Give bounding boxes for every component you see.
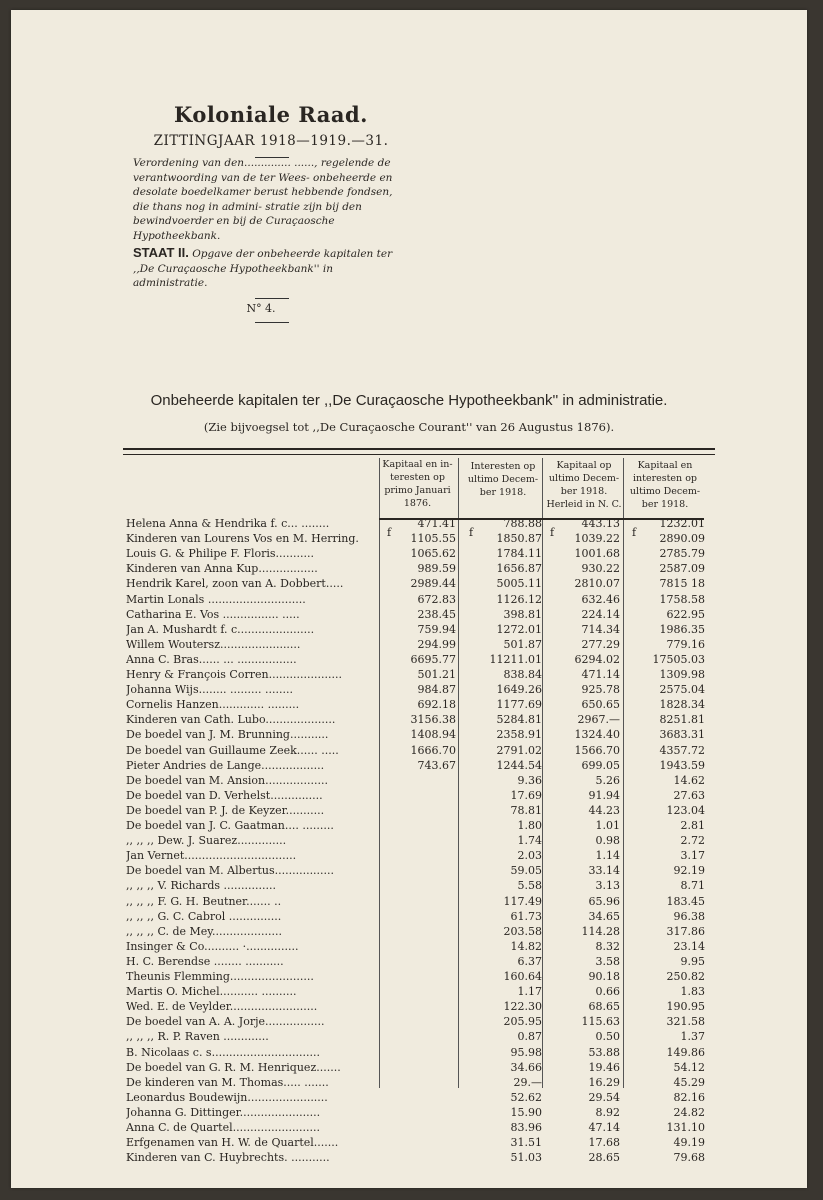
capital-1876: 989.59 <box>417 562 456 576</box>
capital-1876: 471.41 <box>417 517 456 530</box>
capital-1876: 1105.55 <box>410 532 456 546</box>
total-1918: 321.58 <box>666 1015 705 1029</box>
total-1918: 14.62 <box>673 773 705 787</box>
currency-symbol: f <box>632 526 637 539</box>
row-name: Cornelis Hanzen............. ......... <box>126 698 300 712</box>
table-row <box>11 1120 807 1135</box>
row-name: Wed. E. de Veylder......................... <box>126 1000 318 1014</box>
currency-symbol: f <box>469 526 474 539</box>
row-name: De boedel van D. Verhelst............... <box>126 788 323 802</box>
row-name: Hendrik Karel, zoon van A. Dobbert..... <box>126 577 344 591</box>
capital-1876: 501.21 <box>417 668 456 681</box>
table-row <box>11 576 807 591</box>
total-1918: 7815 18 <box>659 577 705 591</box>
capital-1918-nc: 114.28 <box>581 924 620 938</box>
table-row <box>11 818 807 833</box>
capital-1918-nc: 443.13 <box>581 517 620 530</box>
total-1918: 131.10 <box>666 1121 705 1134</box>
row-name: Erfgenamen van H. W. de Quartel....... <box>126 1136 339 1150</box>
table-subheading: (Zie bijvoegsel tot ,,De Curaçaosche Courant'' van 26 Augustus 1876). <box>203 420 615 434</box>
row-name: Anna C. Bras...... ... ................. <box>126 652 297 666</box>
interest-1918: 1656.87 <box>496 562 542 576</box>
row-name: Louis G. & Philipe F. Floris........... <box>126 547 315 561</box>
interest-1918: 5.58 <box>517 879 542 893</box>
table-row <box>11 984 807 999</box>
capital-1876: 294.99 <box>417 637 456 651</box>
ordinance-intro: Verordening van den.............. ......, regelende de verantwoording van de ter Wees- onbeheerde en desolate boedelkamer berust hebbende fondsen, die thans nog in admini- stratie zijn bij den bewindvoerder en bij de Curaçaosche Hypotheekbank. <box>133 157 393 242</box>
capital-1918-nc: 699.05 <box>581 758 620 772</box>
capital-1918-nc: 68.65 <box>588 1000 620 1014</box>
total-1918: 2575.04 <box>659 683 705 697</box>
row-name: Johanna G. Dittinger....................... <box>126 1105 321 1119</box>
row-name: Helena Anna & Hendrika f. c... ........ <box>126 517 330 530</box>
capital-1876: 6695.77 <box>410 652 456 666</box>
total-1918: 24.82 <box>673 1105 705 1119</box>
interest-1918: 203.58 <box>503 924 542 938</box>
capital-1918-nc: 53.88 <box>588 1045 620 1059</box>
capital-1918-nc: 19.46 <box>588 1060 620 1074</box>
table-row <box>11 758 807 773</box>
capital-1918-nc: 34.65 <box>588 909 620 923</box>
capital-1918-nc: 1039.22 <box>574 532 620 546</box>
table-row <box>11 878 807 893</box>
row-name: De boedel van J. M. Brunning........... <box>126 728 329 742</box>
capital-1918-nc: 44.23 <box>588 803 620 817</box>
row-name: Kinderen van Lourens Vos en M. Herring. <box>126 532 359 546</box>
total-1918: 2890.09 <box>659 532 705 546</box>
capital-1918-nc: 16.29 <box>588 1075 620 1089</box>
interest-1918: 1.80 <box>517 819 542 832</box>
interest-1918: 1.17 <box>517 985 542 999</box>
interest-1918: 1272.01 <box>496 622 542 636</box>
capital-1918-nc: 2967.— <box>577 713 620 727</box>
table-row <box>11 954 807 969</box>
row-name: B. Nicolaas c. s............................... <box>126 1045 320 1059</box>
row-name: Jan A. Mushardt f. c...................... <box>126 622 315 636</box>
row-name: De boedel van G. R. M. Henriquez....... <box>126 1060 341 1074</box>
table-row <box>11 1029 807 1044</box>
interest-1918: 1.74 <box>517 834 542 848</box>
capital-1918-nc: 650.65 <box>581 698 620 712</box>
column-header-1: Kapitaal en in- teresten op primo Januari 1876. <box>382 459 453 509</box>
capital-1918-nc: 0.66 <box>595 985 620 999</box>
table-row <box>11 516 807 531</box>
capital-1918-nc: 90.18 <box>588 970 620 983</box>
interest-1918: 398.81 <box>503 607 542 621</box>
capital-1918-nc: 714.34 <box>581 622 620 636</box>
total-1918: 27.63 <box>673 788 705 802</box>
total-1918: 1309.98 <box>659 668 705 681</box>
staat-description <box>133 246 395 291</box>
table-row <box>11 743 807 758</box>
row-name: Catharina E. Vos ................ ..... <box>126 607 300 621</box>
table-row <box>11 1060 807 1075</box>
capital-1918-nc: 17.68 <box>588 1136 620 1150</box>
total-1918: 622.95 <box>666 607 705 621</box>
capital-1876: 2989.44 <box>410 577 456 591</box>
interest-1918: 59.05 <box>510 864 542 878</box>
row-name: Leonardus Boudewijn....................... <box>126 1090 328 1104</box>
capital-1876: 743.67 <box>417 758 456 772</box>
table-row <box>11 894 807 909</box>
table-top-rule <box>123 448 715 455</box>
total-1918: 9.95 <box>680 954 705 968</box>
table-row <box>11 969 807 984</box>
capital-1918-nc: 65.96 <box>588 894 620 908</box>
currency-symbol: f <box>550 526 555 539</box>
table-row <box>11 652 807 667</box>
table-row <box>11 637 807 652</box>
interest-1918: 205.95 <box>503 1015 542 1029</box>
interest-1918: 29.— <box>513 1075 542 1089</box>
table-row <box>11 1090 807 1105</box>
currency-symbol: f <box>387 526 392 539</box>
total-1918: 190.95 <box>666 1000 705 1014</box>
interest-1918: 1850.87 <box>496 532 542 546</box>
row-name: ,, ,, ,, G. C. Cabrol ............... <box>126 909 282 923</box>
interest-1918: 1649.26 <box>496 683 542 697</box>
row-name: ,, ,, ,, R. P. Raven ............. <box>126 1030 269 1044</box>
document-number: N° 4. <box>246 302 276 315</box>
capital-1918-nc: 471.14 <box>581 668 620 681</box>
interest-1918: 2.03 <box>517 849 542 863</box>
total-1918: 2.72 <box>680 834 705 848</box>
row-name: Johanna Wijs........ ......... ........ <box>126 683 293 697</box>
capital-1876: 1408.94 <box>410 728 456 742</box>
capital-1918-nc: 1324.40 <box>574 728 620 742</box>
total-1918: 1986.35 <box>659 622 705 636</box>
interest-1918: 1784.11 <box>496 547 542 561</box>
table-row <box>11 667 807 682</box>
interest-1918: 83.96 <box>510 1121 542 1134</box>
table-row <box>11 1105 807 1120</box>
row-name: ,, ,, ,, Dew. J. Suarez.............. <box>126 834 287 848</box>
interest-1918: 34.66 <box>510 1060 542 1074</box>
capital-1918-nc: 1.01 <box>595 819 620 832</box>
row-name: De boedel van P. J. de Keyzer........... <box>126 803 325 817</box>
capital-1876: 3156.38 <box>410 713 456 727</box>
row-name: De boedel van M. Albertus................. <box>126 864 335 878</box>
capital-1918-nc: 8.92 <box>595 1105 620 1119</box>
interest-1918: 52.62 <box>510 1090 542 1104</box>
interest-1918: 1244.54 <box>496 758 542 772</box>
table-row <box>11 939 807 954</box>
capital-1876: 1666.70 <box>410 743 456 757</box>
capital-1918-nc: 277.29 <box>581 637 620 651</box>
interest-1918: 51.03 <box>510 1151 542 1165</box>
total-1918: 1232.01 <box>659 517 705 530</box>
interest-1918: 6.37 <box>517 954 542 968</box>
interest-1918: 501.87 <box>503 637 542 651</box>
total-1918: 79.68 <box>673 1151 705 1165</box>
total-1918: 779.16 <box>666 637 705 651</box>
interest-1918: 2358.91 <box>496 728 542 742</box>
table-row <box>11 803 807 818</box>
total-1918: 1758.58 <box>659 592 705 606</box>
table-row <box>11 682 807 697</box>
document-page <box>11 10 807 1188</box>
interest-1918: 14.82 <box>510 939 542 953</box>
table-row <box>11 1150 807 1165</box>
table-row <box>11 848 807 863</box>
table-row <box>11 546 807 561</box>
capital-1918-nc: 28.65 <box>588 1151 620 1165</box>
table-row <box>11 622 807 637</box>
capital-1918-nc: 3.13 <box>595 879 620 893</box>
staat-label: STAAT II. <box>133 245 189 260</box>
row-name: Insinger & Co.......... ·............... <box>126 939 299 953</box>
total-1918: 92.19 <box>673 864 705 878</box>
table-row <box>11 909 807 924</box>
total-1918: 45.29 <box>673 1075 705 1089</box>
capital-1918-nc: 3.58 <box>595 954 620 968</box>
capital-1918-nc: 2810.07 <box>574 577 620 591</box>
total-1918: 183.45 <box>666 894 705 908</box>
interest-1918: 122.30 <box>503 1000 542 1014</box>
interest-1918: 95.98 <box>510 1045 542 1059</box>
capital-1918-nc: 1566.70 <box>574 743 620 757</box>
interest-1918: 1126.12 <box>496 592 542 606</box>
capital-1918-nc: 115.63 <box>581 1015 620 1029</box>
interest-1918: 9.36 <box>517 773 542 787</box>
table-row <box>11 712 807 727</box>
interest-1918: 15.90 <box>510 1105 542 1119</box>
total-1918: 8251.81 <box>659 713 705 727</box>
capital-1918-nc: 632.46 <box>581 592 620 606</box>
column-header-4: Kapitaal en interesten op ultimo Decem- ber 1918. <box>629 460 701 510</box>
interest-1918: 5284.81 <box>496 713 542 727</box>
row-name: Martin Lonals ............................ <box>126 592 306 606</box>
table-row <box>11 561 807 576</box>
capital-1918-nc: 224.14 <box>581 607 620 621</box>
interest-1918: 838.84 <box>503 668 542 681</box>
table-row <box>11 999 807 1014</box>
capital-1876: 672.83 <box>417 592 456 606</box>
total-1918: 1828.34 <box>659 698 705 712</box>
interest-1918: 117.49 <box>503 894 542 908</box>
total-1918: 1943.59 <box>659 758 705 772</box>
capital-1918-nc: 930.22 <box>581 562 620 576</box>
row-name: Henry & François Corren..................... <box>126 668 342 681</box>
interest-1918: 31.51 <box>510 1136 542 1150</box>
interest-1918: 11211.01 <box>489 652 542 666</box>
row-name: ,, ,, ,, V. Richards ............... <box>126 879 276 893</box>
column-header-3: Kapitaal op ultimo Decem- ber 1918. Herleid in N. C. <box>546 460 622 510</box>
row-name: De boedel van M. Ansion.................. <box>126 773 329 787</box>
capital-1918-nc: 0.50 <box>595 1030 620 1044</box>
row-name: Pieter Andries de Lange.................. <box>126 758 325 772</box>
capital-1876: 238.45 <box>417 607 456 621</box>
interest-1918: 78.81 <box>510 803 542 817</box>
row-name: ,, ,, ,, C. de Mey.................... <box>126 924 282 938</box>
session-line: ZITTINGJAAR 1918—1919.—31. <box>153 133 389 149</box>
capital-1876: 984.87 <box>417 683 456 697</box>
capital-1918-nc: 925.78 <box>581 683 620 697</box>
row-name: H. C. Berendse ........ ........... <box>126 954 284 968</box>
row-name: ,, ,, ,, F. G. H. Beutner....... .. <box>126 894 282 908</box>
total-1918: 8.71 <box>680 879 705 893</box>
document-title: Koloniale Raad. <box>174 102 368 127</box>
table-row <box>11 607 807 622</box>
total-1918: 3683.31 <box>659 728 705 742</box>
capital-1918-nc: 29.54 <box>588 1090 620 1104</box>
capital-1918-nc: 91.94 <box>588 788 620 802</box>
table-row <box>11 1075 807 1090</box>
total-1918: 1.37 <box>680 1030 705 1044</box>
capital-1918-nc: 1001.68 <box>574 547 620 561</box>
row-name: De boedel van A. A. Jorje................. <box>126 1015 325 1029</box>
row-name: Theunis Flemming........................ <box>126 970 314 983</box>
total-1918: 2785.79 <box>659 547 705 561</box>
row-name: Anna C. de Quartel......................... <box>126 1121 321 1134</box>
total-1918: 1.83 <box>680 985 705 999</box>
divider <box>255 322 289 323</box>
table-row <box>11 531 807 546</box>
table-row <box>11 697 807 712</box>
table-row <box>11 1135 807 1150</box>
table-heading: Onbeheerde kapitalen ter ,,De Curaçaosche Hypotheekbank'' in administratie. <box>150 392 668 409</box>
interest-1918: 61.73 <box>510 909 542 923</box>
total-1918: 317.86 <box>666 924 705 938</box>
total-1918: 54.12 <box>673 1060 705 1074</box>
interest-1918: 5005.11 <box>496 577 542 591</box>
total-1918: 3.17 <box>680 849 705 863</box>
row-name: Willem Woutersz....................... <box>126 637 301 651</box>
capital-1918-nc: 5.26 <box>595 773 620 787</box>
total-1918: 82.16 <box>673 1090 705 1104</box>
capital-1918-nc: 0.98 <box>595 834 620 848</box>
capital-1918-nc: 1.14 <box>595 849 620 863</box>
table-row <box>11 863 807 878</box>
row-name: De boedel van Guillaume Zeek...... ..... <box>126 743 339 757</box>
row-name: Martis O. Michel........... .......... <box>126 985 297 999</box>
table-row <box>11 833 807 848</box>
capital-1918-nc: 47.14 <box>588 1121 620 1134</box>
total-1918: 250.82 <box>666 970 705 983</box>
total-1918: 49.19 <box>673 1136 705 1150</box>
total-1918: 2587.09 <box>659 562 705 576</box>
table-row <box>11 788 807 803</box>
capital-1918-nc: 33.14 <box>588 864 620 878</box>
table-row <box>11 1014 807 1029</box>
interest-1918: 17.69 <box>510 788 542 802</box>
row-name: Kinderen van Cath. Lubo.................... <box>126 713 336 727</box>
total-1918: 149.86 <box>666 1045 705 1059</box>
capital-1876: 692.18 <box>417 698 456 712</box>
capital-1918-nc: 8.32 <box>595 939 620 953</box>
total-1918: 96.38 <box>673 909 705 923</box>
interest-1918: 1177.69 <box>496 698 542 712</box>
table-row <box>11 773 807 788</box>
capital-1876: 1065.62 <box>410 547 456 561</box>
table-row <box>11 592 807 607</box>
column-header-2: Interesten op ultimo Decem- ber 1918. <box>467 461 539 498</box>
row-name: Kinderen van C. Huybrechts. ........... <box>126 1151 330 1165</box>
total-1918: 123.04 <box>666 803 705 817</box>
total-1918: 17505.03 <box>652 652 705 666</box>
row-name: Kinderen van Anna Kup................. <box>126 562 318 576</box>
staat-text: Opgave der onbeheerde kapitalen ter ,,De Curaçaosche Hypotheekbank'' in administratie. <box>133 248 393 289</box>
row-name: De boedel van J. C. Gaatman.... ......... <box>126 819 334 832</box>
interest-1918: 0.87 <box>517 1030 542 1044</box>
interest-1918: 788.88 <box>503 517 542 530</box>
total-1918: 2.81 <box>680 819 705 832</box>
row-name: De kinderen van M. Thomas..... ....... <box>126 1075 329 1089</box>
capital-1918-nc: 6294.02 <box>574 652 620 666</box>
interest-1918: 160.64 <box>503 970 542 983</box>
table-row <box>11 924 807 939</box>
total-1918: 4357.72 <box>659 743 705 757</box>
interest-1918: 2791.02 <box>496 743 542 757</box>
divider <box>255 298 289 299</box>
total-1918: 23.14 <box>673 939 705 953</box>
table-row <box>11 727 807 742</box>
table-row <box>11 1045 807 1060</box>
row-name: Jan Vernet................................ <box>126 849 297 863</box>
capital-1876: 759.94 <box>417 622 456 636</box>
